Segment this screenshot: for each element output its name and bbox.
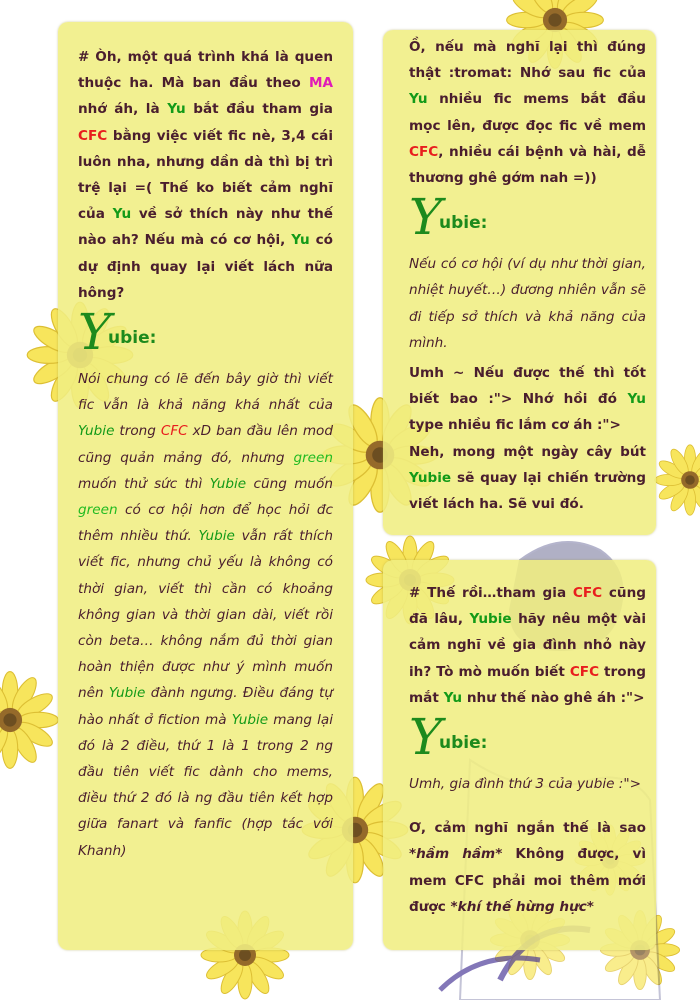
speaker-name: ubie: <box>439 733 488 754</box>
text-run: CFC <box>569 663 600 680</box>
speaker-name: ubie: <box>108 328 157 349</box>
text-run: trong <box>114 423 161 440</box>
text-run: Nói chung có lẽ đến bây giờ thì viết fic vẫn là khả năng khá nhất của <box>78 371 333 414</box>
left-answer <box>78 366 333 864</box>
right-top-answer <box>409 251 646 356</box>
text-run: đành ngưng. Điều đáng tự hào nhất ở fiction mà <box>78 685 333 728</box>
text-run: type nhiều fic lắm cơ áh :"> <box>409 417 621 434</box>
text-run: # Thế rồi…tham gia <box>409 585 573 601</box>
text-run: Yubie <box>409 469 452 486</box>
left-question <box>78 44 333 306</box>
text-run: sẽ quay lại chiến trường viết lách ha. Sẽ vui đó. <box>409 469 646 513</box>
text-run: Yu <box>167 101 186 118</box>
text-run: bắt đầu tham gia <box>185 101 333 118</box>
speaker-initial: Y <box>409 188 443 247</box>
text-run: Ồ, nếu mà nghĩ lại thì đúng thật :tromat: Nhớ sau fic của <box>409 39 646 82</box>
text-run: trong mắt <box>409 663 646 706</box>
speaker-name: ubie: <box>439 213 488 234</box>
text-run: mang lại đó là 2 điều, thứ 1 là 1 trong 2 ng đầu tiên viết fic dành cho mems, điều thứ 2 đó là ng đầu tiên kết hợp giữa fanart và fanfic (hợp tác với Khanh) <box>78 711 333 859</box>
text-run: có dự định quay lại viết lách nữa hông? <box>78 232 333 301</box>
text-run: cũng muốn <box>246 475 333 492</box>
text-run: Yubie <box>198 528 235 545</box>
text-run: Yu <box>112 206 132 223</box>
text-run: Yubie <box>78 423 115 440</box>
text-run: có cơ hội hơn để học hỏi đc thêm nhiều thứ. <box>78 502 333 545</box>
text-run: vẫn rất thích viết fic, nhưng chủ yếu là không có thời gian, viết thì cần có khoảng không gian và thời gian dài, viết rồi còn beta… không nắm đủ thời gian hoàn thiện được như ý mình muốn nên <box>78 528 334 702</box>
text-run: nhiều fic mems bắt đầu mọc lên, được đọc fic về mem <box>409 91 646 134</box>
text-run: Yubie <box>108 685 146 702</box>
left-interview-panel <box>58 22 353 950</box>
right-top-speaker-label <box>409 188 646 251</box>
right-bottom-speaker-label <box>409 708 646 771</box>
text-run: green <box>293 449 333 466</box>
text-run: CFC <box>572 585 603 601</box>
text-run: bằng việc viết fic nè, 3,4 cái luôn nha, nhưng dần dà thì bị trì trệ lại =( Thế ko biết cảm nghĩ của <box>78 127 333 223</box>
right-bottom-answer <box>409 771 646 797</box>
text-run: Yubie <box>469 611 512 628</box>
right-top-intro <box>409 34 646 191</box>
text-run: Yu <box>443 689 463 706</box>
text-run: Nếu có cơ hội (ví dụ như thời gian, nhiệt huyết…) đương nhiên vẫn sẽ đi tiếp sở thích và khả năng của mình. <box>409 256 646 351</box>
text-run: xD ban đầu lên mod cũng quản mảng đó, nhưng <box>78 423 334 466</box>
right-bottom-panel <box>383 560 656 950</box>
right-bottom-follow <box>409 815 646 920</box>
right-top-panel <box>383 30 656 535</box>
text-run: CFC <box>78 127 108 144</box>
text-run: , nhiều cái bệnh và hài, dễ thương ghê gớm nah =)) <box>409 143 646 187</box>
text-run: Yu <box>409 91 428 108</box>
text-run: # Òh, một quá trình khá là quen thuộc ha. Mà ban đầu theo <box>78 49 333 92</box>
text-run: cũng đã lâu, <box>409 585 646 628</box>
text-run: Yu <box>627 391 646 408</box>
text-run: CFC <box>409 143 439 160</box>
text-run: hãy nêu một vài cảm nghĩ về gia đình nhỏ này ih? Tò mò muốn biết <box>409 611 646 680</box>
text-run: Umh, gia đình thứ 3 của yubie :"> <box>409 776 642 793</box>
text-run: Không được, vì mem CFC phải moi thêm mới được <box>409 846 646 915</box>
text-run: muốn thử sức thì <box>78 475 210 492</box>
text-run: như thế nào ghê áh :"> <box>462 689 645 706</box>
text-run: về sở thích này như thế nào ah? Nếu mà có cơ hội, <box>78 206 333 249</box>
text-run: Yubie <box>231 711 269 728</box>
text-run: Neh, mong một ngày cây bút <box>409 443 646 460</box>
text-run: *khí thế hừng hực* <box>450 898 594 915</box>
speaker-initial: Y <box>409 708 443 767</box>
left-speaker-label <box>78 303 333 366</box>
right-bottom-question <box>409 580 646 711</box>
text-run: MA <box>308 75 333 92</box>
right-top-follow-1 <box>409 360 646 439</box>
text-run: green <box>78 502 118 519</box>
text-run: CFC <box>160 423 188 440</box>
text-run: Ơ, cảm nghĩ ngắn thế là sao <box>409 820 646 837</box>
text-run: Yubie <box>209 475 247 492</box>
speaker-initial: Y <box>78 303 112 362</box>
right-top-follow-2 <box>409 439 646 518</box>
text-run: Umh ~ Nếu được thế thì tốt biết bao :"> Nhớ hồi đó <box>409 365 646 408</box>
text-run: Yu <box>291 232 310 249</box>
text-run: nhớ áh, là <box>78 101 168 118</box>
text-run: *hầm hầm* <box>409 846 503 863</box>
